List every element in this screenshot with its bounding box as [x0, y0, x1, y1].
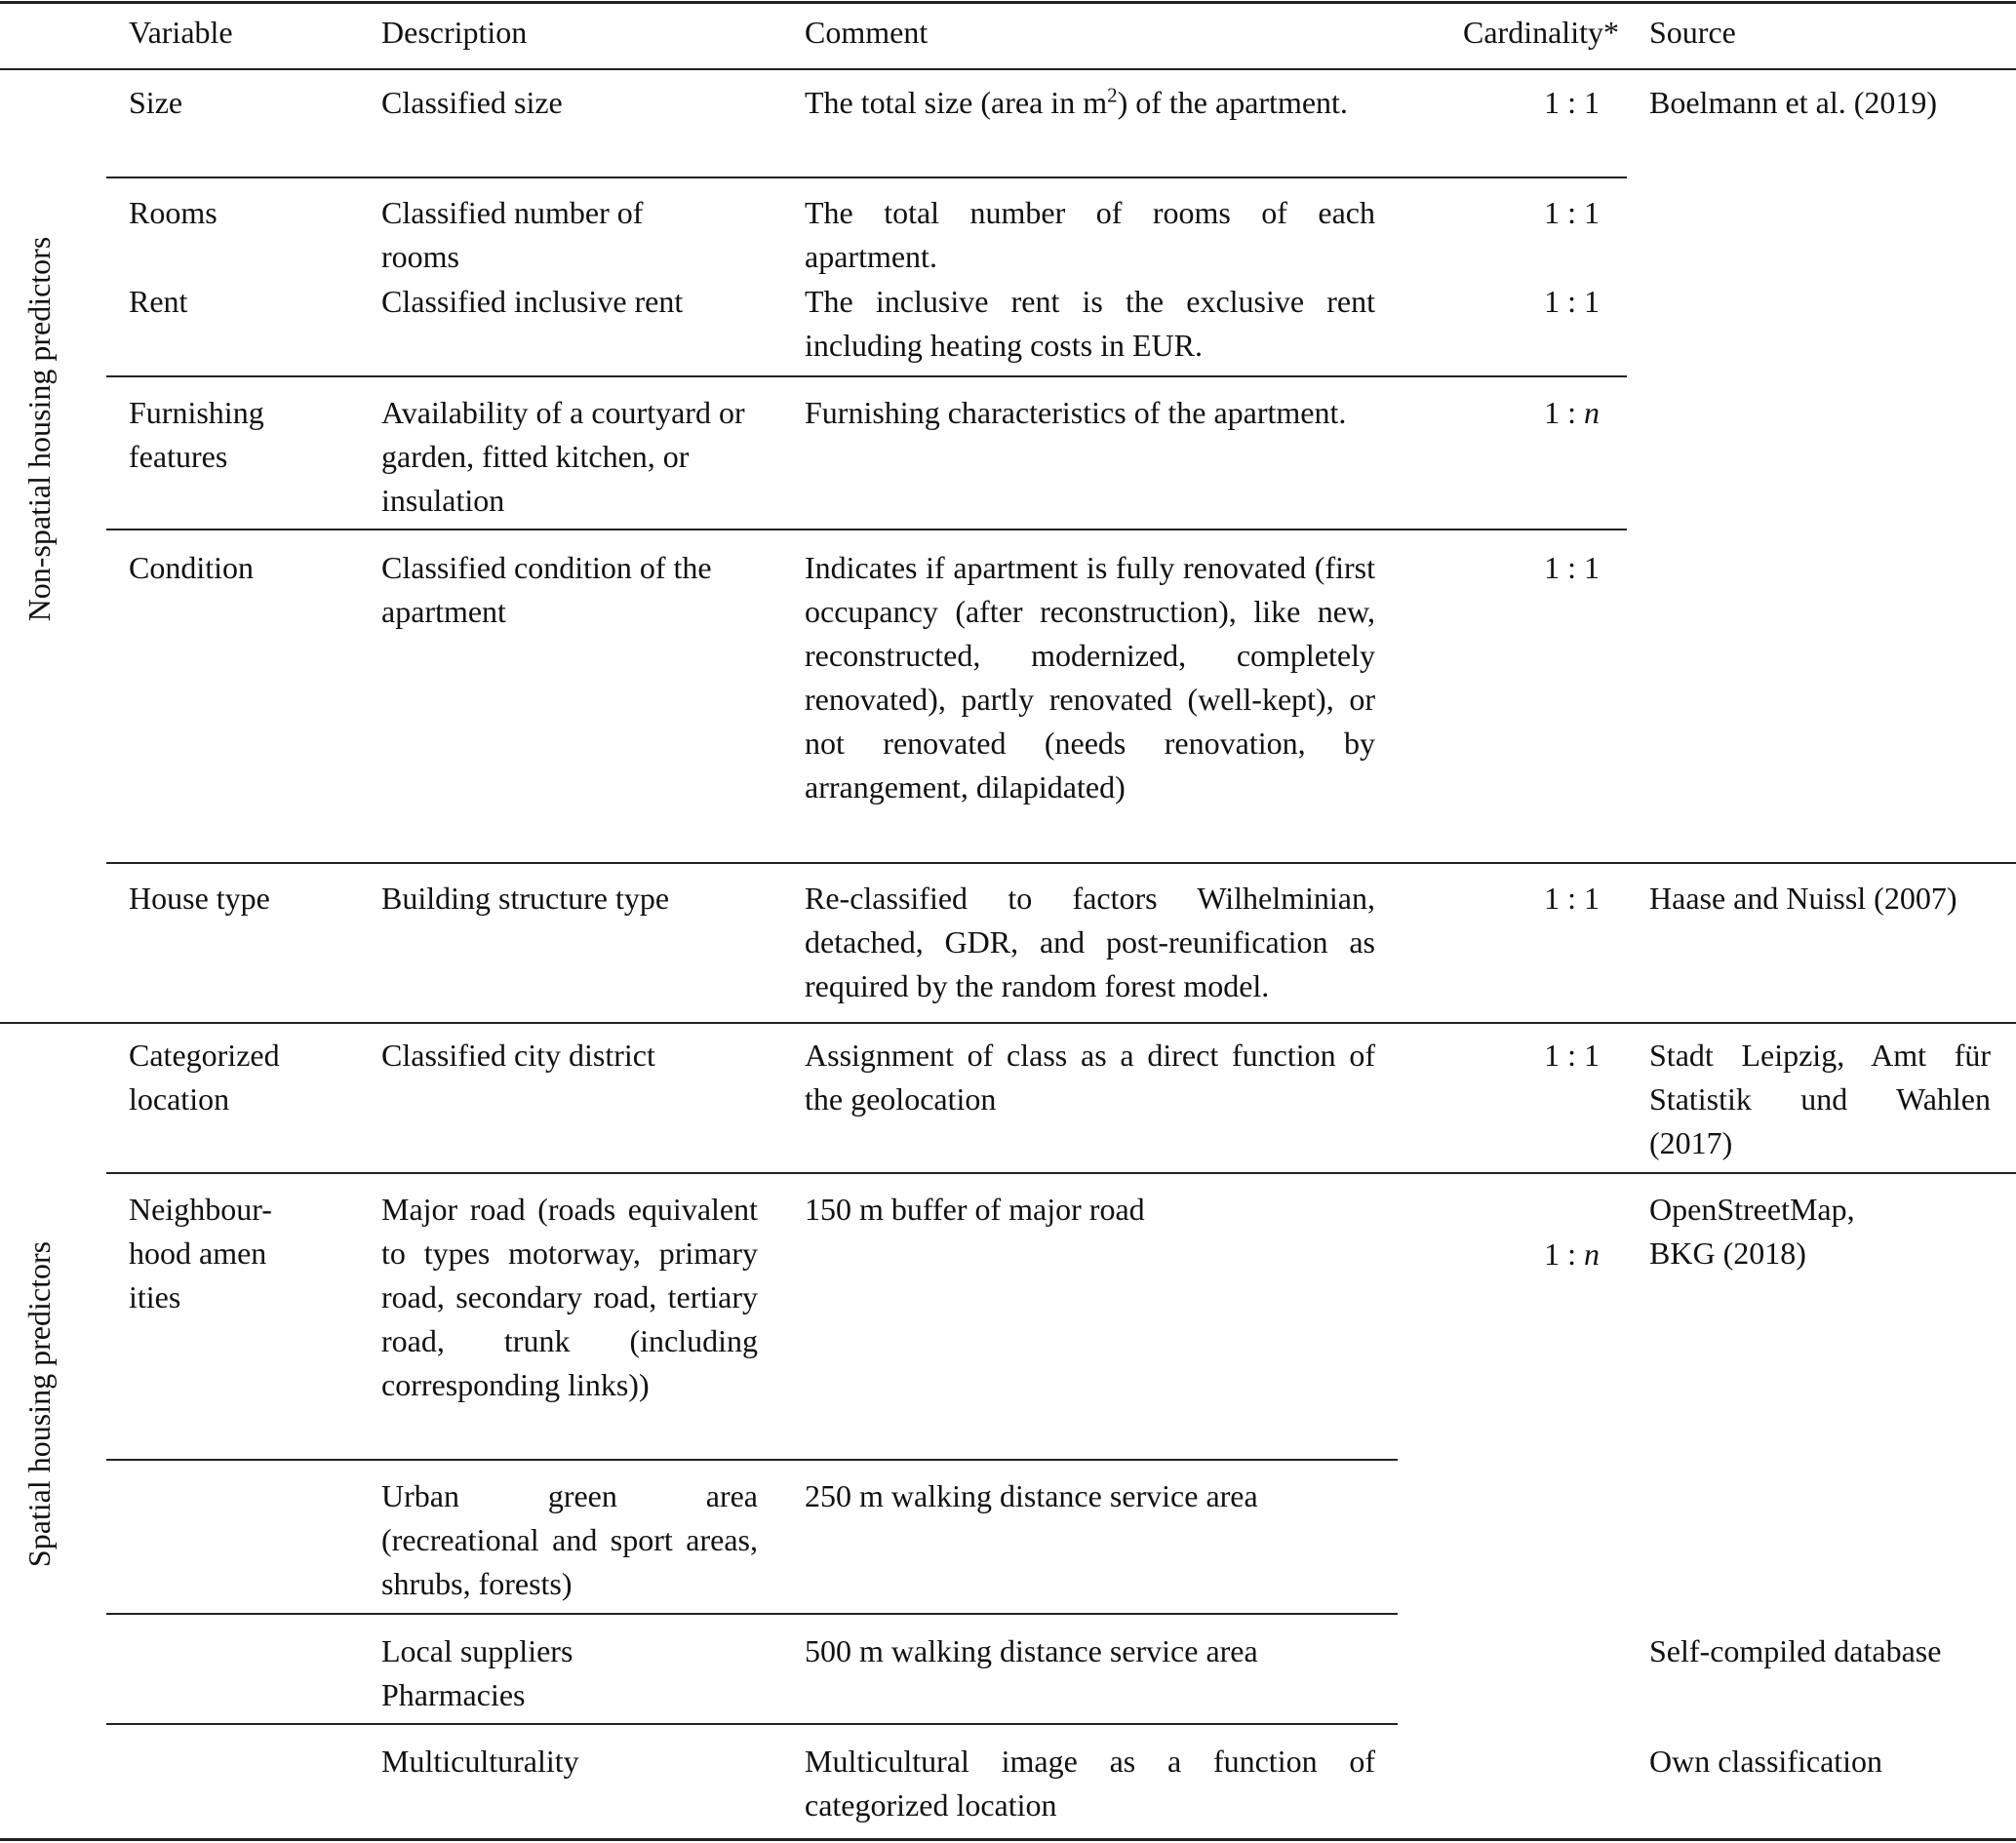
cardinality-cell: 1 : 1 [1544, 85, 1600, 120]
row-rule-location [106, 1172, 2016, 1174]
comment-cell: Indicates if apartment is fully renovated (first occupancy (after reconstruction), like new, reconstructed, modernized, completely renovated), partly renovated (well-kept), or not renovated (needs renovation, by arrangement, dilapidated) [805, 550, 1375, 804]
variable-cell: Size [129, 85, 183, 120]
cardinality-cell: 1 : n [1544, 1236, 1600, 1272]
description-cell: Multiculturality [381, 1744, 579, 1779]
source-cell: Self-compiled database [1649, 1633, 1942, 1668]
row-rule-size [106, 176, 1627, 178]
variable-cell: Furnishing features [129, 395, 264, 474]
cardinality-cell: 1 : 1 [1544, 550, 1600, 585]
description-cell: Classified city district [381, 1038, 655, 1073]
header-source: Source [1649, 15, 1736, 50]
row-rule-suppliers [106, 1723, 1398, 1725]
variable-cell: Rooms [129, 195, 217, 230]
header-rule [0, 68, 2016, 70]
header-description: Description [381, 15, 528, 50]
cardinality-cell: 1 : n [1544, 395, 1600, 430]
cardinality-cell: 1 : 1 [1544, 195, 1600, 230]
cardinality-cell: 1 : 1 [1544, 881, 1600, 916]
source-cell [1649, 1188, 1991, 1275]
source-cell: Haase and Nuissl (2007) [1649, 881, 1957, 916]
description-cell: Classified size [381, 85, 563, 120]
comment-cell: 150 m buffer of major road [805, 1192, 1145, 1227]
description-cell: Classified number of rooms [381, 195, 644, 274]
description-cell: Urban green area (recreational and sport areas, shrubs, forests) [381, 1478, 758, 1601]
header-comment: Comment [805, 15, 929, 50]
comment-cell: Assignment of class as a direct function of the geolocation [805, 1038, 1375, 1117]
source-cell: Boelmann et al. (2019) [1649, 85, 1938, 120]
cardinality-cell: 1 : 1 [1544, 284, 1600, 319]
superscript: 2 [1107, 83, 1118, 107]
row-rule-condition [106, 862, 2016, 864]
description-cell: Classified condition of the apartment [381, 550, 712, 629]
description-line: Pharmacies [381, 1677, 526, 1712]
description-cell: Classified inclusive rent [381, 284, 684, 319]
group-label-non-spatial: Non-spatial housing predictors [21, 236, 57, 622]
variable-cell: Categorized location [129, 1038, 280, 1117]
group-label-spatial: Spatial housing predictors [21, 1240, 57, 1568]
row-rule-rent [106, 375, 1627, 377]
comment-cell: 250 m walking distance service area [805, 1478, 1258, 1513]
description-cell: Availability of a courtyard or garden, fitted kitchen, or insulation [381, 395, 745, 518]
header-variable: Variable [129, 15, 233, 50]
description-cell: Major road (roads equivalent to types motorway, primary road, secondary road, tertiary road, trunk (including corresponding links)) [381, 1192, 758, 1402]
row-rule-furnishing [106, 529, 1627, 530]
cardinality-cell: 1 : 1 [1544, 1038, 1600, 1073]
table-bottom-rule [0, 1838, 2016, 1841]
description-cell: Building structure type [381, 881, 670, 916]
source-line: BKG (2018) [1649, 1235, 1806, 1271]
description-cell [381, 1629, 771, 1717]
source-cell: Stadt Leipzig, Amt für Statistik und Wahlen (2017) [1649, 1038, 1991, 1160]
comment-cell: The total size (area in $m^2$) of the apartment. [805, 83, 1348, 120]
variable-cell: Rent [129, 284, 188, 319]
row-rule-green [106, 1613, 1398, 1615]
source-cell: Own classification [1649, 1744, 1883, 1779]
source-line: OpenStreetMap, [1649, 1192, 1855, 1227]
comment-cell: The inclusive rent is the exclusive rent including heating costs in EUR. [805, 284, 1375, 363]
variable-cell: Neighbour-hood amenities [129, 1192, 272, 1314]
row-rule-major-road [106, 1459, 1398, 1461]
description-line: Local suppliers [381, 1633, 573, 1668]
comment-cell: Multicultural image as a function of categorized location [805, 1744, 1375, 1823]
header-cardinality: Cardinality* [1463, 15, 1619, 50]
comment-cell: 500 m walking distance service area [805, 1633, 1258, 1668]
group-rule [0, 1022, 2016, 1024]
comment-cell: The total number of rooms of each apartment. [805, 195, 1375, 274]
variable-cell: House type [129, 881, 270, 916]
comment-cell: Furnishing characteristics of the apartment. [805, 395, 1347, 430]
table-top-rule [0, 1, 2016, 4]
comment-cell: Re-classified to factors Wilhelminian, detached, GDR, and post-reunification as required by the random forest model. [805, 881, 1375, 1003]
variable-cell: Condition [129, 550, 255, 585]
